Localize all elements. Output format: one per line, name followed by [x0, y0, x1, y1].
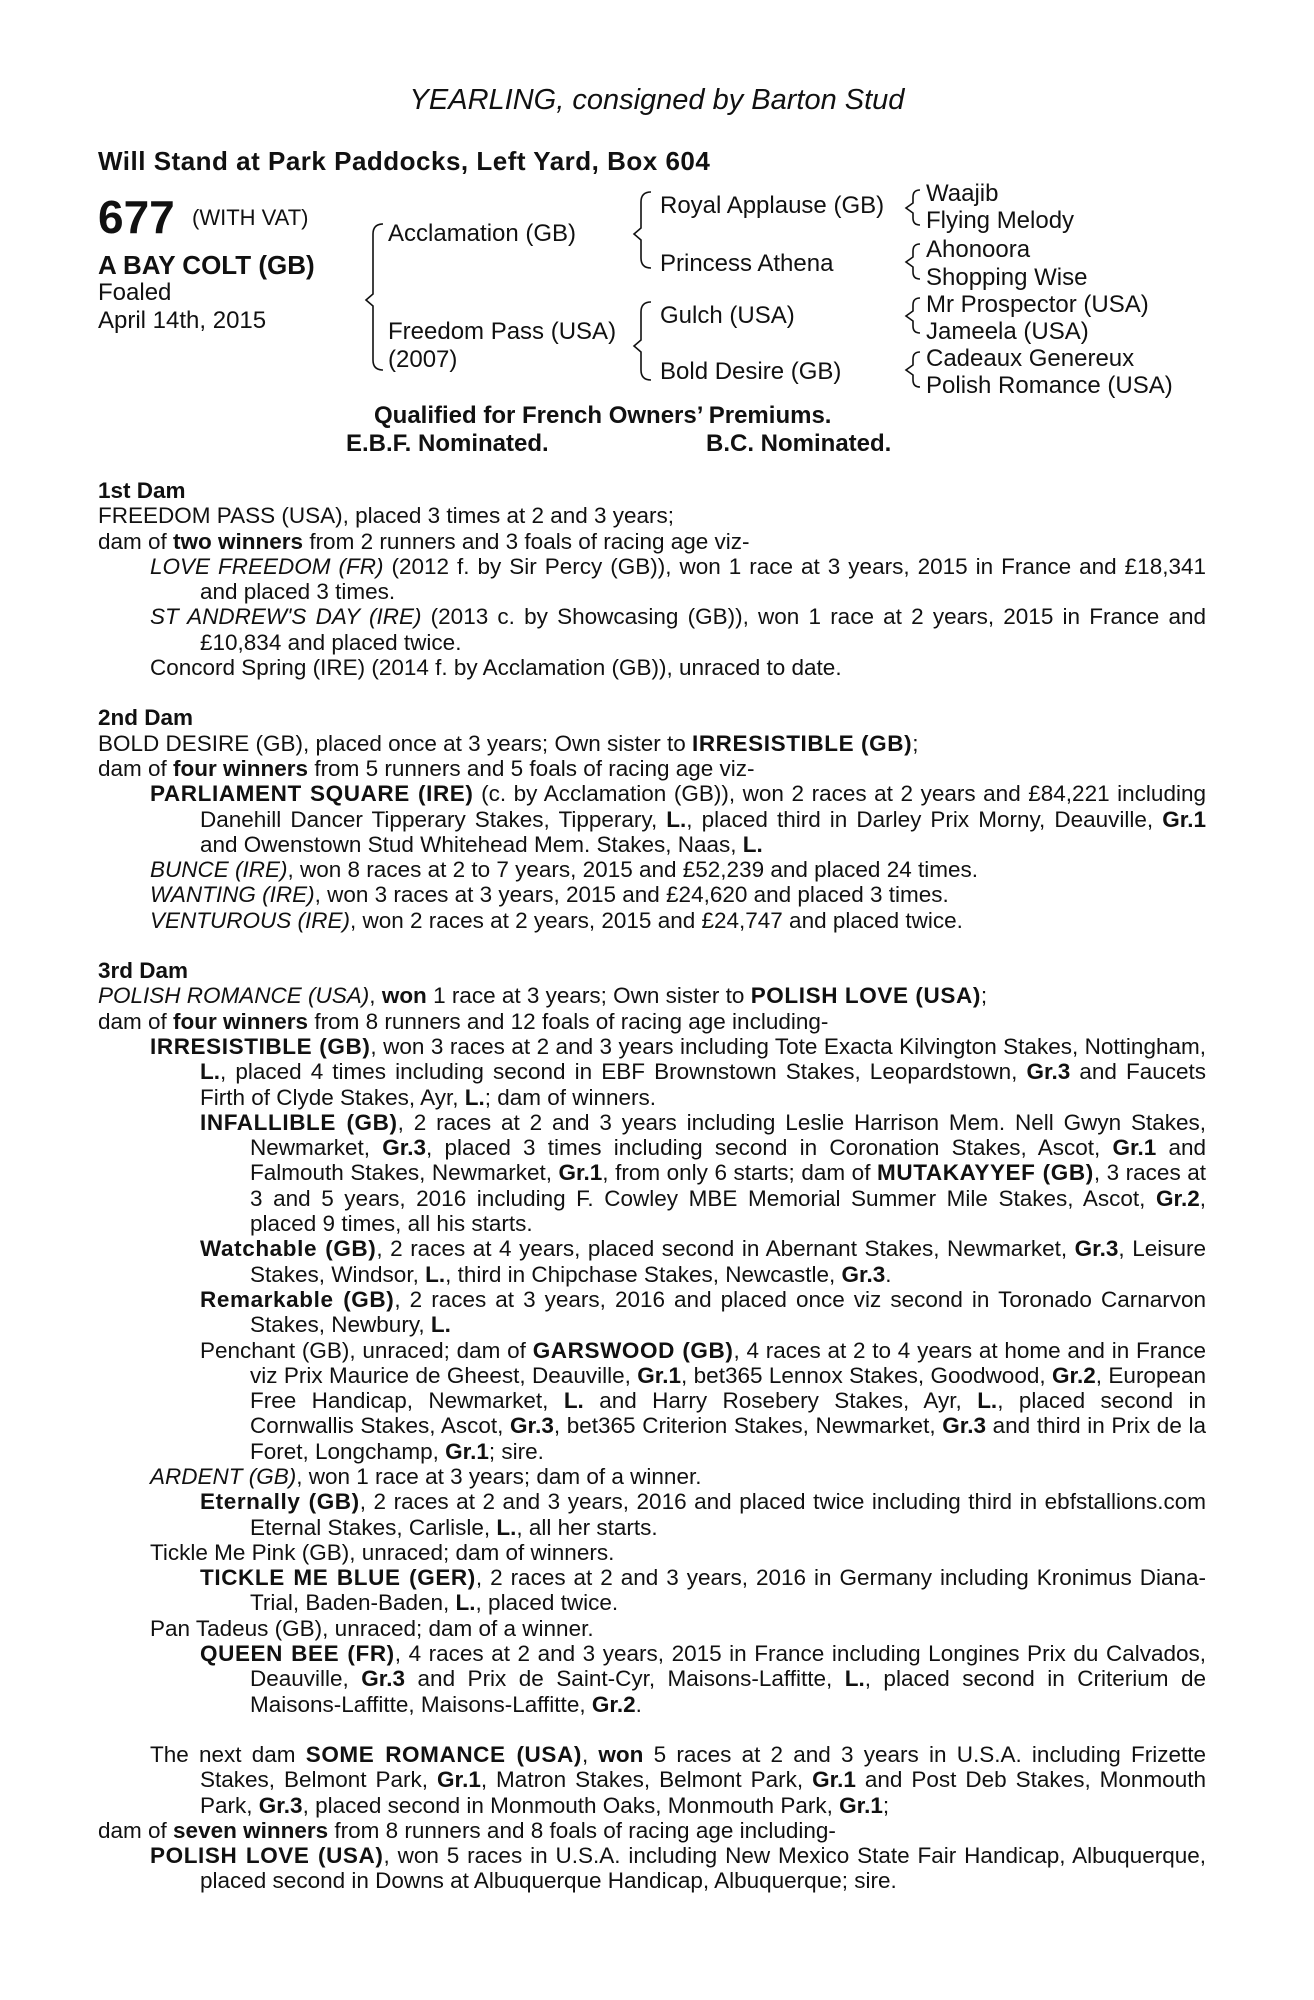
third-dam-grandfoal-watchable: Watchable (GB), 2 races at 4 years, placed second in Abernant Stakes, Newmarket, Gr.3, Leisure Stakes, Windsor, L., third in Chipchase Stakes, Newcastle, Gr.3. — [200, 1236, 1206, 1287]
stand-location: Will Stand at Park Paddocks, Left Yard, Box 604 — [98, 146, 711, 176]
bc-nominated: B.C. Nominated. — [706, 430, 892, 457]
first-dam-foal-2: ST ANDREW'S DAY (IRE) (2013 c. by Showcasing (GB)), won 1 race at 2 years, 2015 in France and £10,834 and placed twice. — [150, 604, 1206, 655]
bracket-ds — [906, 298, 920, 333]
consignor-title: YEARLING, consigned by Barton Stud — [409, 84, 905, 116]
third-dam-grandfoal-tickle-me-blue: TICKLE ME BLUE (GER), 2 races at 2 and 3 years, 2016 in Germany including Kronimus Diana-Trial, Baden-Baden, L., placed twice. — [200, 1565, 1206, 1616]
second-dam-foal-3: WANTING (IRE), won 3 races at 3 years, 2015 and £24,620 and placed 3 times. — [150, 882, 949, 908]
third-dam-line: POLISH ROMANCE (USA), won 1 race at 3 years; Own sister to POLISH LOVE (USA); — [98, 983, 988, 1009]
next-dam-foal-polish-love: POLISH LOVE (USA), won 5 races in U.S.A. including New Mexico State Fair Handicap, Albuquerque, placed second in Downs at Albuquerque Handicap, Albuquerque; sire. — [150, 1843, 1206, 1894]
pedigree-ddd: Polish Romance (USA) — [926, 372, 1173, 399]
second-dam-produce: dam of four winners from 5 runners and 5 foals of racing age viz- — [98, 755, 755, 781]
first-dam-foal-3: Concord Spring (IRE) (2014 f. by Acclamation (GB)), unraced to date. — [150, 655, 842, 681]
bracket-sire — [634, 192, 651, 268]
second-dam-foal-2: BUNCE (IRE), won 8 races at 2 to 7 years, 2015 and £52,239 and placed 24 times. — [150, 857, 978, 883]
horse-description: A BAY COLT (GB) — [98, 250, 315, 280]
bracket-dd — [906, 352, 920, 387]
bracket-ss — [906, 190, 920, 225]
lot-number: 677 — [98, 191, 175, 243]
third-dam-foal-irresistible: IRRESISTIBLE (GB), won 3 races at 2 and 3 years including Tote Exacta Kilvington Stakes, Nottingham, L., placed 4 times including second in EBF Brownstown Stakes, Leopardstown, Gr.3 and Faucets Firth of Clyde Stakes, Ayr, L.; dam of winners. — [150, 1033, 1207, 1110]
bracket-dam — [634, 302, 651, 380]
foaled-date: April 14th, 2015 — [98, 307, 267, 334]
second-dam-foal-4: VENTUROUS (IRE), won 2 races at 2 years, 2015 and £24,747 and placed twice. — [150, 907, 963, 933]
third-dam-grandfoal-remarkable: Remarkable (GB), 2 races at 3 years, 2016 and placed once viz second in Toronado Carnarvon Stakes, Newbury, L. — [200, 1286, 1206, 1338]
pedigree-dam-sire: Gulch (USA) — [660, 302, 795, 329]
bracket-main — [366, 224, 383, 370]
pedigree-sire: Acclamation (GB) — [388, 220, 577, 247]
pedigree-dam: Freedom Pass (USA) — [388, 318, 617, 345]
pedigree-dss: Mr Prospector (USA) — [926, 291, 1149, 318]
bracket-sd — [906, 244, 920, 279]
second-dam-foal-1: PARLIAMENT SQUARE (IRE) (c. by Acclamation (GB)), won 2 races at 2 years and £84,221 including Danehill Dancer Tipperary Stakes, Tipperary, L., placed third in Darley Prix Morny, Deauville, Gr.1 and Owenstown Stud Whitehead Mem. Stakes, Naas, L. — [150, 781, 1206, 857]
foaled-info — [98, 279, 266, 335]
second-dam-line: BOLD DESIRE (GB), placed once at 3 years; Own sister to IRRESISTIBLE (GB); — [98, 730, 919, 756]
third-dam-foal-ardent: ARDENT (GB), won 1 race at 3 years; dam of a winner. — [150, 1463, 702, 1489]
third-dam-grandfoal-infallible: INFALLIBLE (GB), 2 races at 2 and 3 years including Leslie Harrison Mem. Nell Gwyn Stakes, Newmarket, Gr.3, placed 3 times including second in Coronation Stakes, Ascot, Gr.1 and Falmouth Stakes, Newmarket, Gr.1, from only 6 starts; dam of MUTAKAYYEF (GB), 3 races at 3 and 5 years, 2016 including F. Cowley MBE Memorial Summer Mile Stakes, Ascot, Gr.2, placed 9 times, all his starts. — [200, 1109, 1207, 1237]
third-dam-foal-tickle-me-pink: Tickle Me Pink (GB), unraced; dam of winners. — [150, 1539, 615, 1565]
third-dam-produce: dam of four winners from 8 runners and 12 foals of racing age including- — [98, 1008, 829, 1034]
french-premiums-note: Qualified for French Owners’ Premiums. — [374, 402, 832, 429]
first-dam-heading: 1st Dam — [98, 478, 186, 503]
pedigree-sss: Waajib — [926, 180, 999, 207]
second-dam-heading: 2nd Dam — [98, 705, 194, 731]
pedigree-sire-sire: Royal Applause (GB) — [660, 192, 885, 219]
first-dam-foal-1: LOVE FREEDOM (FR) (2012 f. by Sir Percy (GB)), won 1 race at 3 years, 2015 in France and £18,341 and placed 3 times. — [150, 553, 1207, 605]
pedigree-dsd: Jameela (USA) — [926, 318, 1089, 345]
third-dam-foal-pan-tadeus: Pan Tadeus (GB), unraced; dam of a winner. — [150, 1615, 594, 1641]
third-dam-heading: 3rd Dam — [98, 958, 189, 984]
produce-record — [98, 478, 1206, 1894]
third-dam-grandfoal-eternally: Eternally (GB), 2 races at 2 and 3 years, 2016 and placed twice including third in ebfstallions.com Eternal Stakes, Carlisle, L., all her starts. — [200, 1489, 1206, 1540]
third-dam-grandfoal-queen-bee: QUEEN BEE (FR), 4 races at 2 and 3 years, 2015 in France including Longines Prix du Calvados, Deauville, Gr.3 and Prix de Saint-Cyr, Maisons-Laffitte, L., placed second in Criterium de Maisons-Laffitte, Maisons-Laffitte, Gr.2. — [200, 1641, 1206, 1717]
pedigree-sire-dam: Princess Athena — [660, 250, 834, 277]
next-dam-produce: dam of seven winners from 8 runners and 8 foals of racing age including- — [98, 1817, 836, 1843]
pedigree-ssd: Flying Melody — [926, 207, 1075, 234]
pedigree-sds: Ahonoora — [926, 236, 1031, 263]
ebf-nominated: E.B.F. Nominated. — [346, 430, 549, 457]
pedigree-dam-year: (2007) — [388, 346, 458, 373]
foaled-label: Foaled — [98, 279, 172, 306]
vat-note: (WITH VAT) — [192, 205, 309, 230]
first-dam-line: FREEDOM PASS (USA), placed 3 times at 2 and 3 years; — [98, 503, 675, 529]
pedigree-sdd: Shopping Wise — [926, 264, 1088, 291]
first-dam-produce: dam of two winners from 2 runners and 3 foals of racing age viz- — [98, 528, 750, 554]
pedigree-dds: Cadeaux Genereux — [926, 345, 1135, 372]
next-dam-line: The next dam SOME ROMANCE (USA), won 5 races at 2 and 3 years in U.S.A. including Frizette Stakes, Belmont Park, Gr.1, Matron Stakes, Belmont Park, Gr.1 and Post Deb Stakes, Monmouth Park, Gr.3, placed second in Monmouth Oaks, Monmouth Park, Gr.1; — [150, 1741, 1206, 1818]
third-dam-grandfoal-penchant: Penchant (GB), unraced; dam of GARSWOOD (GB), 4 races at 2 to 4 years at home and in France viz Prix Maurice de Gheest, Deauville, Gr.1, bet365 Lennox Stakes, Goodwood, Gr.2, European Free Handicap, Newmarket, L. and Harry Rosebery Stakes, Ayr, L., placed second in Cornwallis Stakes, Ascot, Gr.3, bet365 Criterion Stakes, Newmarket, Gr.3 and third in Prix de la Foret, Longchamp, Gr.1; sire. — [200, 1337, 1207, 1464]
pedigree-dam-dam: Bold Desire (GB) — [660, 358, 842, 385]
